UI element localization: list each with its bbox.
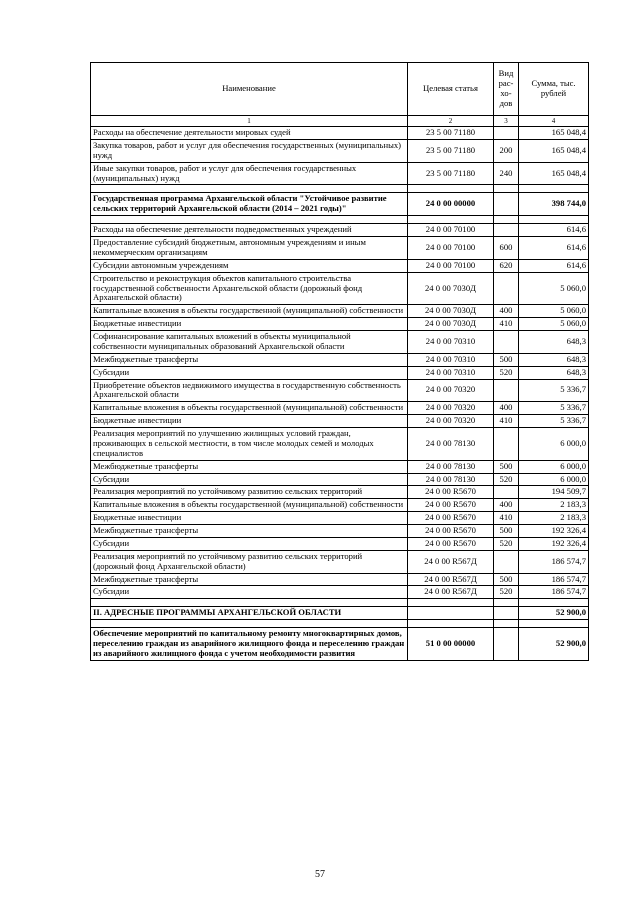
type-cell — [494, 193, 519, 216]
empty-cell — [408, 185, 494, 193]
amount-cell: 192 326,4 — [519, 537, 589, 550]
name-cell: Расходы на обеспечение деятельности подведомственных учреждений — [91, 224, 408, 237]
code-cell: 24 0 00 70310 — [408, 353, 494, 366]
code-cell: 24 0 00 R5670 — [408, 486, 494, 499]
empty-cell — [494, 620, 519, 628]
amount-cell: 614,6 — [519, 224, 589, 237]
amount-cell: 5 060,0 — [519, 305, 589, 318]
amount-cell: 194 509,7 — [519, 486, 589, 499]
name-cell: Реализация мероприятий по улучшению жилищных условий граждан, проживающих в сельской местности, в том числе молодых семей и молодых специалистов — [91, 428, 408, 461]
table-row — [91, 415, 589, 428]
code-cell: 24 0 00 R5670 — [408, 525, 494, 538]
amount-cell: 648,3 — [519, 353, 589, 366]
table-row — [91, 499, 589, 512]
column-number: 4 — [519, 116, 589, 127]
amount-cell: 165 048,4 — [519, 162, 589, 185]
code-cell: 24 0 00 78130 — [408, 473, 494, 486]
type-cell: 520 — [494, 537, 519, 550]
empty-cell — [91, 599, 408, 607]
code-cell: 24 0 00 R567Д — [408, 586, 494, 599]
type-cell: 600 — [494, 237, 519, 260]
name-cell: Приобретение объектов недвижимого имущества в государственную собственность Архангельской области — [91, 379, 408, 402]
name-cell: Реализация мероприятий по устойчивому развитию сельских территорий — [91, 486, 408, 499]
type-cell — [494, 550, 519, 573]
code-cell: 24 0 00 70320 — [408, 402, 494, 415]
name-cell: Государственная программа Архангельской области "Устойчивое развитие сельских территорий Архангельской области (2014 – 2021 годы)" — [91, 193, 408, 216]
code-cell: 24 0 00 7030Д — [408, 272, 494, 305]
header-target: Целевая статья — [408, 63, 494, 116]
code-cell: 24 0 00 00000 — [408, 193, 494, 216]
code-cell: 24 0 00 R5670 — [408, 512, 494, 525]
header-name: Наименование — [91, 63, 408, 116]
table-row — [91, 366, 589, 379]
amount-cell: 52 900,0 — [519, 628, 589, 661]
amount-cell: 165 048,4 — [519, 139, 589, 162]
column-number-row — [91, 116, 589, 127]
table-row — [91, 224, 589, 237]
empty-cell — [91, 216, 408, 224]
empty-cell — [519, 185, 589, 193]
type-cell: 620 — [494, 259, 519, 272]
code-cell: 24 0 00 70100 — [408, 237, 494, 260]
code-cell: 23 5 00 71180 — [408, 127, 494, 140]
amount-cell: 2 183,3 — [519, 499, 589, 512]
type-cell: 400 — [494, 499, 519, 512]
table-row — [91, 318, 589, 331]
table-row — [91, 139, 589, 162]
code-cell: 24 0 00 7030Д — [408, 318, 494, 331]
code-cell: 24 0 00 70100 — [408, 259, 494, 272]
type-cell: 410 — [494, 318, 519, 331]
table-header-row — [91, 63, 589, 116]
type-cell — [494, 628, 519, 661]
code-cell: 24 0 00 R567Д — [408, 550, 494, 573]
code-cell: 24 0 00 R567Д — [408, 573, 494, 586]
amount-cell: 186 574,7 — [519, 586, 589, 599]
type-cell: 240 — [494, 162, 519, 185]
name-cell: Капитальные вложения в объекты государственной (муниципальной) собственности — [91, 499, 408, 512]
table-row — [91, 237, 589, 260]
empty-cell — [519, 620, 589, 628]
table-row — [91, 573, 589, 586]
type-cell: 500 — [494, 573, 519, 586]
code-cell: 51 0 00 00000 — [408, 628, 494, 661]
amount-cell: 5 336,7 — [519, 379, 589, 402]
amount-cell: 614,6 — [519, 237, 589, 260]
name-cell: Межбюджетные трансферты — [91, 353, 408, 366]
amount-cell: 165 048,4 — [519, 127, 589, 140]
amount-cell: 192 326,4 — [519, 525, 589, 538]
type-cell — [494, 607, 519, 620]
amount-cell: 6 000,0 — [519, 428, 589, 461]
table-row — [91, 305, 589, 318]
table-row — [91, 512, 589, 525]
code-cell: 24 0 00 R5670 — [408, 537, 494, 550]
name-cell: Субсидии — [91, 366, 408, 379]
code-cell: 24 0 00 70320 — [408, 379, 494, 402]
amount-cell: 614,6 — [519, 259, 589, 272]
name-cell: Бюджетные инвестиции — [91, 318, 408, 331]
name-cell: Реализация мероприятий по устойчивому развитию сельских территорий (дорожный фонд Архангельской области) — [91, 550, 408, 573]
spacer-row — [91, 599, 589, 607]
header-amount: Сумма, тыс. рублей — [519, 63, 589, 116]
amount-cell: 5 060,0 — [519, 272, 589, 305]
name-cell: Субсидии — [91, 586, 408, 599]
type-cell — [494, 331, 519, 354]
empty-cell — [91, 620, 408, 628]
type-cell: 200 — [494, 139, 519, 162]
name-cell: Бюджетные инвестиции — [91, 512, 408, 525]
header-type: Вид рас-хо-дов — [494, 63, 519, 116]
code-cell: 24 0 00 R5670 — [408, 499, 494, 512]
code-cell: 24 0 00 70310 — [408, 331, 494, 354]
table-row — [91, 428, 589, 461]
code-cell: 24 0 00 78130 — [408, 460, 494, 473]
table-row — [91, 460, 589, 473]
name-cell: Бюджетные инвестиции — [91, 415, 408, 428]
code-cell: 24 0 00 70320 — [408, 415, 494, 428]
type-cell — [494, 272, 519, 305]
name-cell: Субсидии — [91, 537, 408, 550]
type-cell: 500 — [494, 525, 519, 538]
spacer-row — [91, 216, 589, 224]
amount-cell: 5 060,0 — [519, 318, 589, 331]
table-row — [91, 473, 589, 486]
amount-cell: 52 900,0 — [519, 607, 589, 620]
name-cell: Субсидии автономным учреждениям — [91, 259, 408, 272]
table-row — [91, 379, 589, 402]
amount-cell: 648,3 — [519, 331, 589, 354]
name-cell: Капитальные вложения в объекты государственной (муниципальной) собственности — [91, 402, 408, 415]
type-cell — [494, 224, 519, 237]
type-cell — [494, 428, 519, 461]
amount-cell: 186 574,7 — [519, 550, 589, 573]
name-cell: Расходы на обеспечение деятельности мировых судей — [91, 127, 408, 140]
code-cell: 24 0 00 78130 — [408, 428, 494, 461]
name-cell: Строительство и реконструкция объектов капитального строительства государственной собственности Архангельской области (дорожный фонд Архангельской области) — [91, 272, 408, 305]
amount-cell: 6 000,0 — [519, 473, 589, 486]
code-cell: 24 0 00 70100 — [408, 224, 494, 237]
column-number: 3 — [494, 116, 519, 127]
table-row — [91, 193, 589, 216]
code-cell: 23 5 00 71180 — [408, 139, 494, 162]
table-row — [91, 550, 589, 573]
type-cell: 520 — [494, 586, 519, 599]
table-row — [91, 331, 589, 354]
name-cell: Обеспечение мероприятий по капитальному ремонту многоквартирных домов, переселению граждан из аварийного жилищного фонда и переселению граждан из аварийного жилищного фонда с учетом необходимости развития — [91, 628, 408, 661]
empty-cell — [408, 216, 494, 224]
type-cell — [494, 486, 519, 499]
table-row — [91, 259, 589, 272]
page-number: 57 — [315, 869, 325, 880]
table-row — [91, 402, 589, 415]
empty-cell — [494, 185, 519, 193]
type-cell: 410 — [494, 415, 519, 428]
amount-cell: 5 336,7 — [519, 415, 589, 428]
table-row — [91, 628, 589, 661]
column-number: 2 — [408, 116, 494, 127]
budget-table — [90, 62, 589, 661]
type-cell: 400 — [494, 305, 519, 318]
code-cell — [408, 607, 494, 620]
type-cell: 410 — [494, 512, 519, 525]
amount-cell: 2 183,3 — [519, 512, 589, 525]
empty-cell — [408, 599, 494, 607]
empty-cell — [408, 620, 494, 628]
name-cell: Межбюджетные трансферты — [91, 573, 408, 586]
empty-cell — [91, 185, 408, 193]
empty-cell — [519, 599, 589, 607]
type-cell: 500 — [494, 353, 519, 366]
table-row — [91, 272, 589, 305]
type-cell: 400 — [494, 402, 519, 415]
name-cell: II. АДРЕСНЫЕ ПРОГРАММЫ АРХАНГЕЛЬСКОЙ ОБЛАСТИ — [91, 607, 408, 620]
amount-cell: 5 336,7 — [519, 402, 589, 415]
name-cell: Межбюджетные трансферты — [91, 460, 408, 473]
table-row — [91, 525, 589, 538]
table-row — [91, 127, 589, 140]
name-cell: Закупка товаров, работ и услуг для обеспечения государственных (муниципальных) нужд — [91, 139, 408, 162]
name-cell: Софинансирование капитальных вложений в объекты муниципальной собственности муниципальных образований Архангельской области — [91, 331, 408, 354]
spacer-row — [91, 185, 589, 193]
type-cell: 520 — [494, 366, 519, 379]
amount-cell: 186 574,7 — [519, 573, 589, 586]
empty-cell — [494, 216, 519, 224]
name-cell: Иные закупки товаров, работ и услуг для обеспечения государственных (муниципальных) нужд — [91, 162, 408, 185]
name-cell: Межбюджетные трансферты — [91, 525, 408, 538]
table-row — [91, 537, 589, 550]
code-cell: 24 0 00 7030Д — [408, 305, 494, 318]
amount-cell: 6 000,0 — [519, 460, 589, 473]
amount-cell: 398 744,0 — [519, 193, 589, 216]
type-cell — [494, 127, 519, 140]
table-row — [91, 162, 589, 185]
code-cell: 24 0 00 70310 — [408, 366, 494, 379]
amount-cell: 648,3 — [519, 366, 589, 379]
table-row — [91, 353, 589, 366]
name-cell: Предоставление субсидий бюджетным, автономным учреждениям и иным некоммерческим организациям — [91, 237, 408, 260]
empty-cell — [494, 599, 519, 607]
name-cell: Капитальные вложения в объекты государственной (муниципальной) собственности — [91, 305, 408, 318]
type-cell — [494, 379, 519, 402]
table-row — [91, 586, 589, 599]
table-row — [91, 607, 589, 620]
spacer-row — [91, 620, 589, 628]
type-cell: 520 — [494, 473, 519, 486]
table-row — [91, 486, 589, 499]
empty-cell — [519, 216, 589, 224]
table-body — [91, 127, 589, 661]
column-number: 1 — [91, 116, 408, 127]
type-cell: 500 — [494, 460, 519, 473]
code-cell: 23 5 00 71180 — [408, 162, 494, 185]
name-cell: Субсидии — [91, 473, 408, 486]
